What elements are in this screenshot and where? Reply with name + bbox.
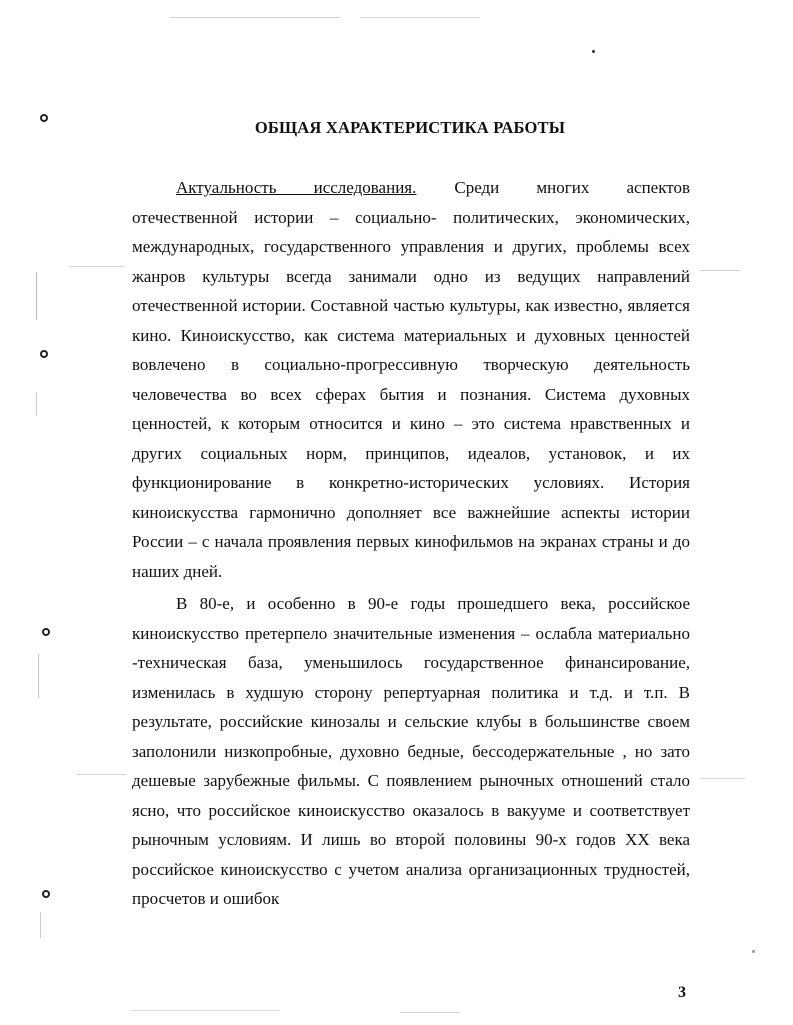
page-title: ОБЩАЯ ХАРАКТЕРИСТИКА РАБОТЫ (254, 118, 566, 137)
paragraph-relevance (132, 173, 690, 586)
scan-artifact (700, 778, 745, 779)
scan-artifact (360, 17, 480, 18)
scan-artifact (70, 266, 125, 267)
scan-speck (752, 950, 755, 953)
binder-hole-icon (42, 890, 50, 898)
section-lead: Актуальность исследования. (176, 178, 417, 197)
scan-speck (592, 50, 595, 53)
paragraph-body: Среди многих аспектов отечественной истории – социально- политических, экономических, международных, государственного управления и других, проблемы всех жанров культуры всегда занимали одно из ведущих направлений отечественной истории. Составной частью культуры, как известно, является кино. Киноискусство, как система материальных и духовных ценностей вовлечено в социально-прогрессивную творческую деятельность человечества во всех сферах бытия и познания. Система духовных ценностей, к которым относится и кино – это система нравственных и других социальных норм, принципов, идеалов, установок, и их функционирование в конкретно-исторических условиях. История киноискусства гармонично дополняет все важнейшие аспекты истории России – с начала проявления первых кинофильмов на экранах страны и до наших дней. (132, 178, 690, 581)
binder-hole-icon (42, 628, 50, 636)
scan-artifact (400, 1012, 460, 1013)
binder-hole-icon (40, 114, 48, 122)
paragraph-body: В 80-е, и особенно в 90-е годы прошедшего века, российское киноискусство претерпело значительные изменения – ослабла материально -техническая база, уменьшилось государственное финансирование, изменилась в худшую сторону репертуарная политика и т.д. и т.п. В результате, российские кинозалы и сельские клубы в большинстве своем заполонили низкопробные, духовно бедные, бессодержательные , но зато дешевые зарубежные фильмы. С появлением рыночных отношений стало ясно, что российское киноискусство оказалось в вакууме и соответствует рыночным условиям. И лишь во второй половины 90-х годов XX века российское киноискусство с учетом анализа организационных трудностей, просчетов и ошибок (132, 594, 690, 908)
scan-artifact (36, 392, 37, 416)
scan-artifact (130, 1010, 280, 1011)
scan-artifact (76, 774, 126, 775)
scan-artifact (36, 272, 37, 320)
scan-artifact (170, 17, 340, 18)
paragraph-changes (132, 589, 690, 914)
page-number: 3 (678, 984, 686, 1001)
binder-hole-icon (40, 350, 48, 358)
scan-artifact (38, 654, 39, 698)
scan-artifact (700, 270, 740, 271)
scan-artifact (40, 912, 41, 938)
